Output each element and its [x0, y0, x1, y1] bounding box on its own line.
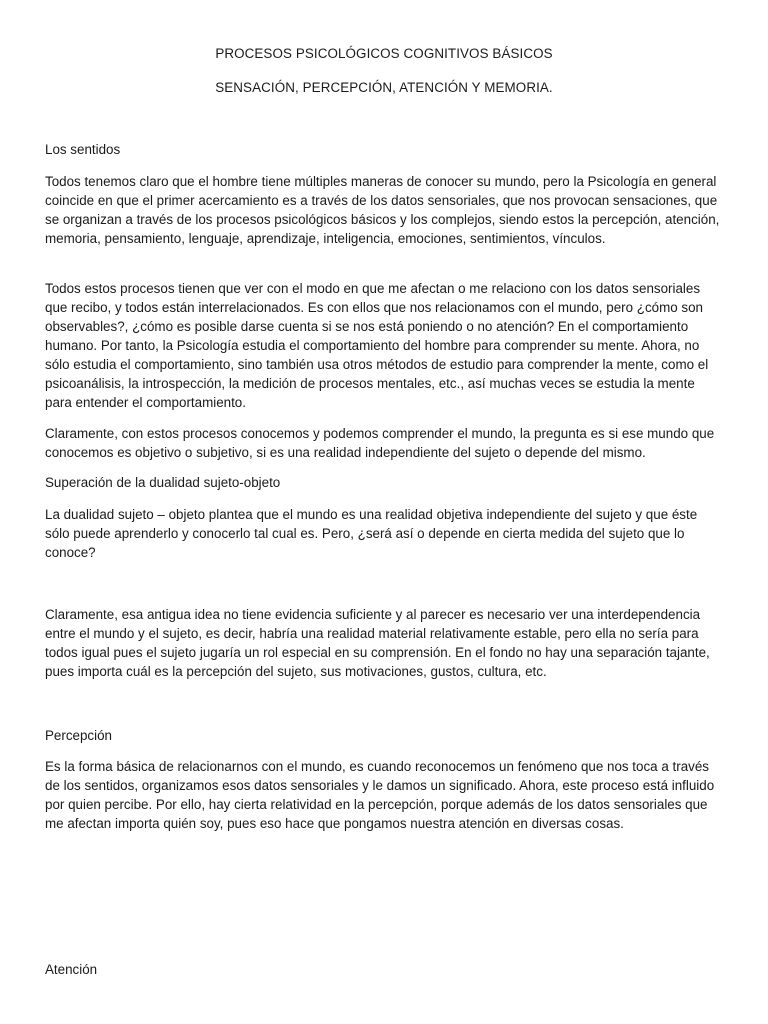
heading-los-sentidos: Los sentidos: [45, 142, 121, 157]
paragraph-percepcion: Es la forma básica de relacionarnos con el mundo, es cuando reconocemos un fenómeno que nos toca a través de los sentidos, organizamos esos datos sensoriales y le damos un significado. Ahora, este proceso está influido por quien percibe. Por ello, hay cierta relatividad en la percepción, porque además de los datos sensoriales que me afectan importa quién soy, pues eso hace que pongamos nuestra atención en diversas cosas.: [45, 759, 715, 831]
heading-superacion-dualidad: Superación de la dualidad sujeto-objeto: [45, 475, 281, 490]
paragraph-sentidos-1: Todos tenemos claro que el hombre tiene múltiples maneras de conocer su mundo, pero la Psicología en general coincide en que el primer acercamiento es a través de los datos sensoriales, que nos provocan sensaciones, que se organizan a través de los procesos psicológicos básicos y los complejos, siendo estos la percepción, atención, memoria, pensamiento, lenguaje, aprendizaje, inteligencia, emociones, sentimientos, vínculos.: [45, 174, 720, 246]
document-title: PROCESOS PSICOLÓGICOS COGNITIVOS BÁSICOS: [215, 46, 553, 61]
document-subtitle: SENSACIÓN, PERCEPCIÓN, ATENCIÓN Y MEMORIA.: [215, 80, 553, 95]
paragraph-dualidad-1: La dualidad sujeto – objeto plantea que el mundo es una realidad objetiva independiente del sujeto y que éste sólo puede aprenderlo y conocerlo tal cual es. Pero, ¿será así o depende en cierta medida del sujeto que lo conoce?: [45, 507, 698, 560]
paragraph-sentidos-3: Claramente, con estos procesos conocemos y podemos comprender el mundo, la pregunta es si ese mundo que conocemos es objetivo o subjetivo, si es una realidad independiente del sujeto o depende del mismo.: [45, 426, 715, 460]
heading-percepcion: Percepción: [45, 728, 112, 743]
paragraph-dualidad-2: Claramente, esa antigua idea no tiene evidencia suficiente y al parecer es necesario ver una interdependencia entre el mundo y el sujeto, es decir, habría una realidad material relativamente estable, pero ella no sería para todos igual pues el sujeto jugaría un rol especial en su comprensión. En el fondo no hay una separación tajante, pues importa cuál es la percepción del sujeto, sus motivaciones, gustos, cultura, etc.: [45, 607, 710, 679]
heading-atencion: Atención: [45, 962, 98, 977]
paragraph-sentidos-2: Todos estos procesos tienen que ver con el modo en que me afectan o me relaciono con los datos sensoriales que recibo, y todos están interrelacionados. Es con ellos que nos relacionamos con el mundo, pero ¿cómo son observables?, ¿cómo es posible darse cuenta si se nos está poniendo o no atención? En el comportamiento humano. Por tanto, la Psicología estudia el comportamiento del hombre para comprender su mente. Ahora, no sólo estudia el comportamiento, sino también usa otros métodos de estudio para comprender la mente, como el psicoanálisis, la introspección, la medición de procesos mentales, etc., así muchas veces se estudia la mente para entender el comportamiento.: [45, 281, 709, 410]
